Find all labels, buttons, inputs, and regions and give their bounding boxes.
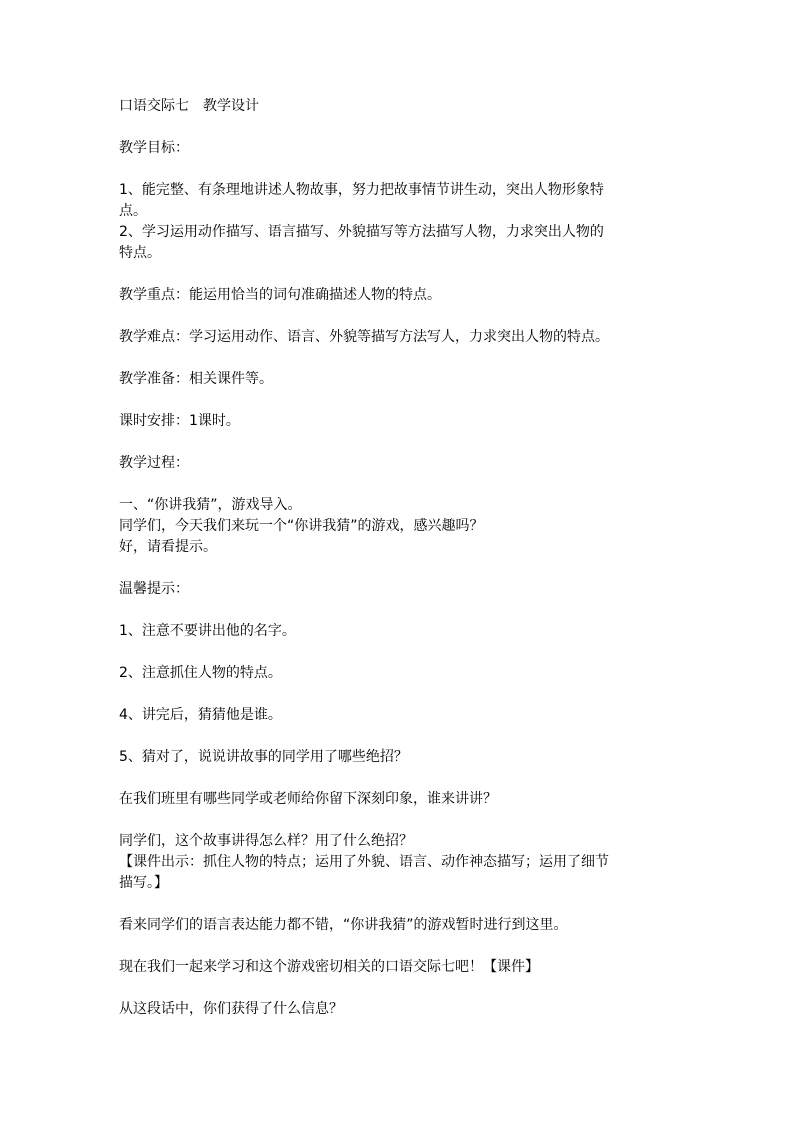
key-point: 教学重点：能运用恰当的词句准确描述人物的特点。 bbox=[119, 287, 441, 303]
document-body bbox=[119, 96, 679, 1020]
tip-item: 2、注意抓住人物的特点。 bbox=[119, 665, 282, 681]
preparation: 教学准备：相关课件等。 bbox=[119, 371, 273, 387]
objectives-heading: 教学目标： bbox=[119, 140, 189, 156]
schedule: 课时安排：1课时。 bbox=[119, 413, 240, 429]
discussion-line: 描写。】 bbox=[119, 875, 168, 891]
section-one-line: 同学们，今天我们来玩一个“你讲我猜”的游戏，感兴趣吗？ bbox=[119, 518, 484, 534]
document-title: 口语交际七 教学设计 bbox=[119, 98, 259, 114]
transition: 看来同学们的语言表达能力都不错，“你讲我猜”的游戏暂时进行到这里。 bbox=[119, 917, 568, 933]
tip-item: 1、注意不要讲出他的名字。 bbox=[119, 623, 296, 639]
section-one-line: 一、“你讲我猜”，游戏导入。 bbox=[119, 497, 302, 513]
process-heading: 教学过程： bbox=[119, 455, 189, 471]
question-info: 从这段话中，你们获得了什么信息？ bbox=[119, 1001, 343, 1017]
objective-line: 点。 bbox=[119, 203, 147, 219]
intro: 现在我们一起来学习和这个游戏密切相关的口语交际七吧！【课件】 bbox=[119, 959, 539, 975]
objective-line: 特点。 bbox=[119, 245, 161, 261]
discussion-line: 【课件出示：抓住人物的特点；运用了外貌、语言、动作神态描写；运用了细节 bbox=[119, 854, 609, 870]
question-class: 在我们班里有哪些同学或老师给你留下深刻印象，谁来讲讲？ bbox=[119, 791, 497, 807]
objective-line: 2、学习运用动作描写、语言描写、外貌描写等方法描写人物，力求突出人物的 bbox=[119, 224, 604, 240]
section-one-line: 好，请看提示。 bbox=[119, 539, 217, 555]
difficulty: 教学难点：学习运用动作、语言、外貌等描写方法写人，力求突出人物的特点。 bbox=[119, 329, 609, 345]
tip-item: 5、猜对了，说说讲故事的同学用了哪些绝招？ bbox=[119, 749, 408, 765]
objective-line: 1、能完整、有条理地讲述人物故事，努力把故事情节讲生动，突出人物形象特 bbox=[119, 182, 604, 198]
discussion-line: 同学们，这个故事讲得怎么样？用了什么绝招？ bbox=[119, 833, 413, 849]
tips-heading: 温馨提示： bbox=[119, 581, 189, 597]
tip-item: 4、讲完后，猜猜他是谁。 bbox=[119, 707, 282, 723]
